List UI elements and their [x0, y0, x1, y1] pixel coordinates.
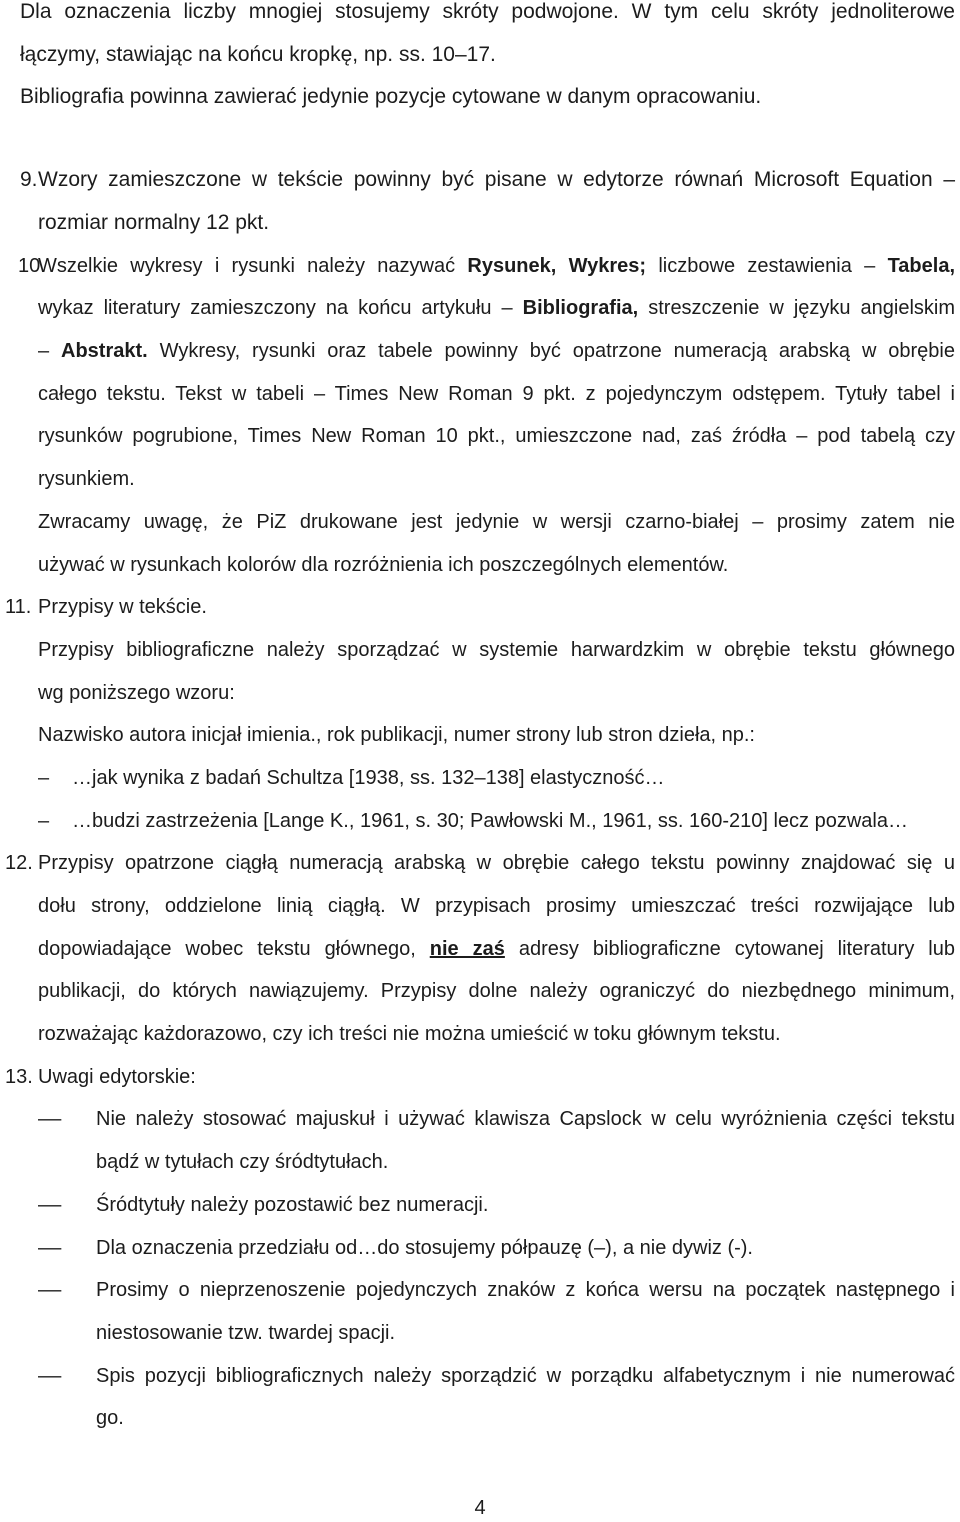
item-10-note-line — [0, 544, 960, 587]
bullet-marker — [38, 1227, 62, 1270]
intro-line — [0, 76, 960, 119]
intro-text: łączymy, stawiając na końcu kropkę, np. ss. 10–17. — [20, 42, 496, 66]
bold-term-wykres: Wykres; — [568, 254, 647, 277]
item-13-heading-line — [0, 1056, 960, 1099]
dash-marker: – — [38, 809, 50, 832]
text-segment: adresy bibliograficzne cytowanej literatury lub — [504, 937, 955, 960]
item-11-number: 11. — [5, 596, 32, 619]
item-11-text: Przypisy bibliograficzne należy sporządzać w systemie harwardzkim w obrębie tekstu głównego — [38, 638, 955, 661]
item-10-text — [38, 245, 955, 288]
text-segment: liczbowe zestawienia – — [646, 254, 888, 277]
page-number: 4 — [474, 1497, 486, 1519]
intro-line — [0, 34, 960, 77]
item-10-text — [38, 330, 955, 373]
item-10-line — [0, 373, 960, 416]
item-12-line — [0, 928, 960, 971]
dash-icon: – — [38, 1236, 62, 1259]
bullet-item — [0, 1184, 960, 1227]
citation-example — [0, 757, 960, 800]
citation-example-text: …budzi zastrzeżenia [Lange K., 1961, s. 30; Pawłowski M., 1961, ss. 160-210] lecz pozwala… — [72, 809, 908, 832]
dash-marker: – — [38, 766, 50, 789]
paragraph-gap — [0, 119, 960, 159]
item-13-heading: Uwagi edytorskie: — [38, 1065, 196, 1088]
bold-term-bibliografia: Bibliografia, — [522, 297, 639, 320]
dash-icon: – — [38, 1108, 62, 1131]
item-10-line — [0, 415, 960, 458]
item-11-text: Nazwisko autora inicjał imienia., rok publikacji, numer strony lub stron dzieła, np.: — [38, 724, 755, 747]
item-10-text: całego tekstu. Tekst w tabeli – Times New Roman 9 pkt. z pojedynczym odstępem. Tytuły tabel i — [38, 382, 955, 405]
item-10-text — [38, 287, 955, 330]
item-10-text: rysunków pogrubione, Times New Roman 10 pkt., umieszczone nad, zaś źródła – pod tabelą czy — [38, 425, 955, 448]
item-10-text: rysunkiem. — [38, 468, 135, 491]
item-12-text — [38, 928, 955, 971]
intro-line — [0, 0, 960, 34]
item-12-text: Przypisy opatrzone ciągłą numeracją arabską w obrębie całego tekstu powinny znajdować się u — [38, 852, 955, 875]
intro-text: Bibliografia powinna zawierać jedynie pozycje cytowane w danym opracowaniu. — [20, 85, 762, 109]
text-segment: Wykresy, rysunki oraz tabele powinny być opatrzone numeracją arabską w obrębie — [147, 340, 955, 363]
bullet-item — [0, 1098, 960, 1141]
item-10-line — [0, 287, 960, 330]
item-9-text: Wzory zamieszczone w tekście powinny być pisane w edytorze równań Microsoft Equation – — [38, 168, 955, 192]
bold-term-rysunek: Rysunek, — [467, 254, 557, 277]
item-12-number: 12. — [5, 852, 33, 875]
bullet-item — [0, 1269, 960, 1312]
intro-text: Dla oznaczenia liczby mnogiej stosujemy skróty podwojone. W tym celu skróty jednoliterowe — [20, 0, 955, 23]
bullet-marker — [38, 1355, 62, 1398]
item-12-line — [0, 842, 960, 885]
dash-icon: – — [38, 1279, 62, 1302]
bullet-item-continuation — [0, 1397, 960, 1440]
bold-term-abstrakt: Abstrakt. — [61, 340, 148, 363]
citation-example — [0, 800, 960, 843]
dash-icon: – — [38, 1364, 62, 1387]
item-12-text: rozważając każdorazowo, czy ich treści nie można umieścić w toku głównym tekstu. — [38, 1023, 781, 1046]
item-9-line — [0, 202, 960, 245]
bullet-item-continuation — [0, 1141, 960, 1184]
item-9-text: rozmiar normalny 12 pkt. — [38, 211, 270, 235]
bullet-marker — [38, 1269, 62, 1312]
bullet-text: niestosowanie tzw. twardej spacji. — [96, 1321, 396, 1344]
bullet-text: Prosimy o nieprzenoszenie pojedynczych znaków z końca wersu na początek następnego i — [96, 1279, 955, 1302]
item-11-text: wg poniższego wzoru: — [38, 681, 235, 704]
item-10-note-text: używać w rysunkach kolorów dla rozróżnienia ich poszczególnych elementów. — [38, 553, 729, 576]
item-9-line — [0, 159, 960, 202]
item-12-text: publikacji, do których nawiązujemy. Przypisy dolne należy ograniczyć do niezbędnego minimum, — [38, 980, 955, 1003]
bullet-item-continuation — [0, 1312, 960, 1355]
item-12-line — [0, 970, 960, 1013]
item-10-note-line — [0, 501, 960, 544]
dash-icon: – — [38, 1193, 62, 1216]
bullet-text: Dla oznaczenia przedziału od…do stosujemy półpauzę (–), a nie dywiz (-). — [96, 1236, 753, 1259]
bullet-text: go. — [96, 1407, 124, 1430]
item-11-line — [0, 629, 960, 672]
text-segment: wykaz literatury zamieszczony na końcu artykułu – — [38, 297, 523, 320]
item-10-line — [0, 458, 960, 501]
bullet-marker — [38, 1098, 62, 1141]
bullet-text: Spis pozycji bibliograficznych należy sporządzić w porządku alfabetycznym i nie numerować — [96, 1364, 955, 1387]
bullet-item — [0, 1227, 960, 1270]
item-10-number: 10. — [18, 254, 46, 277]
item-10-note-text: Zwracamy uwagę, że PiZ drukowane jest jedynie w wersji czarno-białej – prosimy zatem nie — [38, 510, 955, 533]
item-12-line — [0, 885, 960, 928]
item-11-line — [0, 714, 960, 757]
text-segment: Wszelkie wykresy i rysunki należy nazywać — [38, 254, 468, 277]
text-segment: dopowiadające wobec tekstu głównego, — [38, 937, 430, 960]
item-10-line — [0, 330, 960, 373]
item-11-heading-line — [0, 586, 960, 629]
item-12-line — [0, 1013, 960, 1056]
item-11-line — [0, 672, 960, 715]
bullet-text: bądź w tytułach czy śródtytułach. — [96, 1151, 389, 1174]
bold-term-tabela: Tabela, — [887, 254, 955, 277]
citation-example-text: …jak wynika z badań Schultza [1938, ss. 132–138] elastyczność… — [72, 766, 665, 789]
item-13-number: 13. — [5, 1065, 33, 1088]
bullet-text: Nie należy stosować majuskuł i używać klawisza Capslock w celu wyróżnienia części tekstu — [96, 1108, 955, 1131]
item-11-heading: Przypisy w tekście. — [38, 596, 207, 619]
bullet-item — [0, 1355, 960, 1398]
emphasis-nie-zas: nie zaś — [429, 937, 505, 960]
item-9-number: 9. — [20, 168, 38, 192]
text-segment: – — [38, 340, 62, 363]
bullet-marker — [38, 1184, 62, 1227]
item-12-text: dołu strony, oddzielone linią ciągłą. W przypisach prosimy umieszczać treści rozwijające lub — [38, 895, 955, 918]
item-10-line — [0, 245, 960, 288]
text-segment — [556, 255, 568, 277]
text-segment: streszczenie w języku angielskim — [638, 297, 955, 320]
bullet-text: Śródtytuły należy pozostawić bez numeracji. — [96, 1193, 489, 1216]
